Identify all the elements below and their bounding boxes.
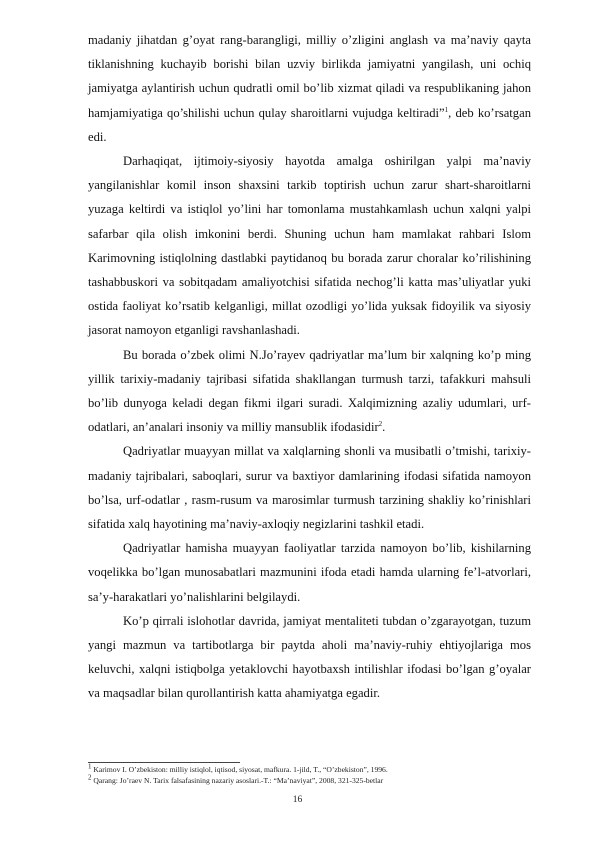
footnote-separator	[88, 762, 240, 763]
footnote-2-mark: 2	[88, 773, 92, 782]
footnote-ref-1[interactable]: 1	[444, 105, 449, 114]
footnote-2	[88, 775, 531, 786]
footnote-1-mark: 1	[88, 762, 92, 771]
paragraph-1-tail: , deb ko’rsatgan edi.	[88, 105, 531, 144]
paragraph-2	[88, 149, 531, 343]
paragraph-4-text: Qadriyatlar muayyan millat va xalqlarning shonli va musibatli o’tmishi, tarixiy-madaniy tajribalari, saboqlari, surur va baxtiyor damlarining ifodasi sifatida namoyon bo’lsa, urf-odatlar , rasm-rusum va marosimlar turmush tarzining shakliy ko’rinishlari sifatida xalq hayotining ma’naviy-axloqiy negizlarini tashkil etadi.	[88, 444, 531, 532]
footnote-1-text: Karimov I. O’zbekiston: milliy istiqlol, iqtisod, siyosat, mafkura. 1-jild, T., “O’zbekiston”, 1996.	[91, 765, 388, 774]
paragraph-5-text: Qadriyatlar hamisha muayyan faoliyatlar tarzida namoyon bo’lib, kishilarning voqelikka bo’lgan munosabatlari mazmunini ifoda etadi hamda ularning fe’l-atvorlari, sa’y-harakatlari yo’nalishlarini belgilaydi.	[88, 541, 531, 604]
page-body	[88, 28, 531, 706]
paragraph-6	[88, 609, 531, 706]
page-number: 16	[292, 795, 303, 805]
paragraph-3-tail: .	[382, 420, 386, 435]
footnote-2-text: Qarang: Jo’raev N. Tarix falsafasining nazariy asoslari.-T.: “Ma’naviyat”, 2008, 321-325-betlar	[91, 776, 384, 785]
paragraph-3-text: Bu borada o’zbek olimi N.Jo’rayev qadriyatlar ma’lum bir xalqning ko’p ming yillik tarixiy-madaniy tajribasi sifatida shakllangan turmush tarzi, tafakkuri mahsuli bo’lib dunyoga keladi degan fikmi ilgari suradi. Xalqimizning azaliy udumlari, urf-odatlari, an’analari insoniy va milliy mansublik ifodasidir	[88, 347, 531, 435]
paragraph-2-text: Darhaqiqat, ijtimoiy-siyosiy hayotda amalga oshirilgan yalpi ma’naviy yangilanishlar komil inson shaxsini tarkib toptirish uchun zarur shart-sharoitlarni yuzaga keltirdi va istiqlol yo’lini har tomonlama mustahkamlash uchun xalqni yalpi safarbar qila olish imkonini berdi. Shuning uchun ham mamlakat rahbari Islom Karimovning istiqlolning dastlabki paytidanoq bu borada zarur choralar ko’rilishining tashabbuskori va sobitqadam amaliyotchisi sifatida nechog’li katta mas’uliyatlar yuki ostida faoliyat ko’rsatib kelganligi, millat ozodligi yo’lida yuksak fidoyilik va siyosiy jasorat namoyon etganligi ravshanlashadi.	[88, 154, 531, 338]
paragraph-1	[88, 28, 531, 149]
paragraph-3	[88, 343, 531, 440]
paragraph-1-text: madaniy jihatdan g’oyat rang-barangligi, milliy o’zligini anglash va ma’naviy qayta tiklanishning kuchayib borishi bilan uzviy birlikda jamiyatni yangilash, uni ochiq jamiyatga aylantirish uchun qudratli omil bo’lib xizmat qiladi va respublikaning jahon hamjamiyatiga qo’shilishi uchun qulay sharoitlarni vujudga keltiradi”	[88, 33, 531, 120]
paragraph-4	[88, 439, 531, 536]
paragraph-6-text: Ko’p qirrali islohotlar davrida, jamiyat mentaliteti tubdan o’zgarayotgan, tuzum yangi mazmun va tartibotlarga bir paytda aholi ma’naviy-ruhiy ehtiyojlariga mos keluvchi, xalqni istiqbolga yetaklovchi hayotbaxsh intilishlar ifodasi bo’lgan g’oyalar va maqsadlar bilan qurollantirish katta ahamiyatga egadir.	[88, 613, 531, 701]
paragraph-5	[88, 536, 531, 609]
footnote-ref-2[interactable]: 2	[378, 420, 383, 429]
footnote-1	[88, 764, 531, 775]
